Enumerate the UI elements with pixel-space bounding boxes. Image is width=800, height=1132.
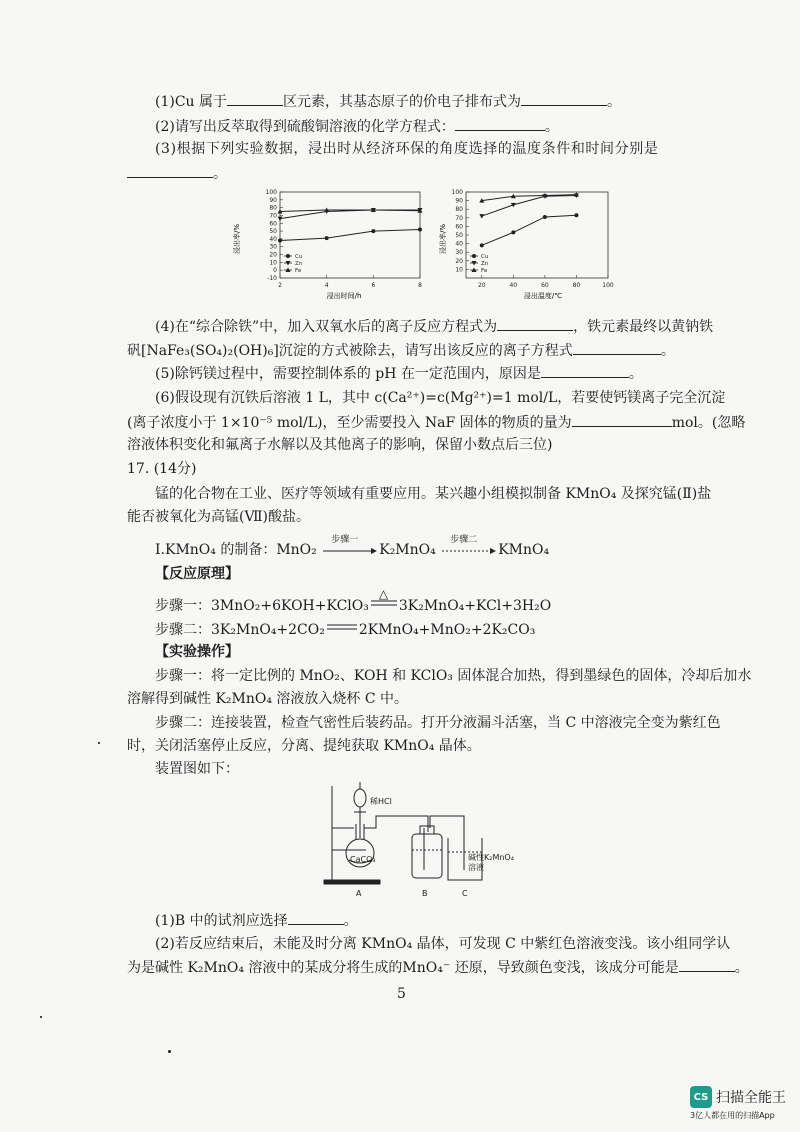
chart1-xtick: 4 <box>324 282 329 289</box>
chart1-ytick: 10 <box>269 259 277 267</box>
chart2-xtick: 80 <box>572 282 581 289</box>
chart2-xtick: 20 <box>477 282 486 289</box>
equation-step1: 步骤一：3MnO₂+6KOH+KClO₃ △ 3K₂MnO₄+KCl+3H₂O <box>155 587 552 614</box>
answer-blank[interactable] <box>497 316 573 331</box>
chart2-point-cu <box>574 213 578 217</box>
q16-part6: (6)假设现有沉铁后溶液 1 L，其中 c(Ca²⁺)=c(Mg²⁺)=1 mol/L，若要使钙镁离子完全沉淀 <box>155 390 726 406</box>
arrow-step1: 步骤一 <box>321 540 379 554</box>
label-b: B <box>422 889 428 898</box>
chart1-ytick: -10 <box>267 275 277 282</box>
q17-sub2-cont: 为是碱性 K₂MnO₄ 溶液中的某成分将生成的MnO₄⁻ 还原，导致颜色变浅，该成分可能是 。 <box>127 957 749 978</box>
chart2-legend-marker <box>472 254 476 258</box>
chart1-ytick: 30 <box>269 243 277 251</box>
apparatus-diagram <box>320 776 514 902</box>
chart1-ytick: 60 <box>269 220 277 228</box>
scanner-app-name: 扫描全能王 <box>716 1090 786 1106</box>
equation-step2: 步骤二：3K₂MnO₄+2CO₂ 2KMnO₄+MnO₂+2K₂CO₃ <box>155 622 536 638</box>
chart2-legend-label: Cu <box>481 254 489 260</box>
chart2-ytick: 40 <box>455 240 463 248</box>
chart1-legend-label: Fe <box>295 268 302 274</box>
chart1-point-cu <box>325 236 329 240</box>
chart1-ytick: 100 <box>265 189 277 196</box>
chart1-point-cu <box>278 238 282 242</box>
answer-blank[interactable] <box>572 412 672 427</box>
arrow-step2: 步骤二 <box>440 540 498 554</box>
chart2-ytick: 20 <box>455 257 463 265</box>
chart2-legend-label: Zn <box>481 261 489 267</box>
q16-part3: (3)根据下列实验数据，浸出时从经济环保的角度选择的温度条件和时间分别是 <box>155 141 659 157</box>
q16-part5: (5)除钙镁过程中，需要控制体系的 pH 在一定范围内，原因是 。 <box>155 363 643 384</box>
chart2-point-zn <box>479 214 484 219</box>
speck <box>98 742 100 744</box>
chart2-point-cu <box>511 230 515 234</box>
chart1-series <box>278 207 423 242</box>
chart1-xlabel: 浸出时间/h <box>326 292 362 300</box>
chart1-ytick: 0 <box>273 267 277 275</box>
chart1-series-cu <box>280 230 420 241</box>
stand-base <box>324 880 380 884</box>
answer-blank[interactable] <box>227 91 283 106</box>
tube-a-b <box>364 816 428 832</box>
q16-part6-cont: (离子浓度小于 1×10⁻⁵ mol/L)，至少需要投入 NaF 固体的物质的量为 mol。(忽略 <box>127 412 745 433</box>
chart-leaching-temperature <box>438 184 618 302</box>
chart2-xtick: 40 <box>509 282 518 289</box>
operation-step1-cont: 溶解得到碱性 K₂MnO₄ 溶液放入烧杯 C 中。 <box>127 691 409 707</box>
equals-heat: △ <box>378 587 389 601</box>
chart2-ytick: 100 <box>451 189 463 196</box>
equals-sign <box>325 620 359 634</box>
answer-blank[interactable] <box>455 116 545 131</box>
label-solution-2: 溶液 <box>468 863 484 872</box>
answer-blank[interactable] <box>521 91 607 106</box>
q16-part2: (2)请写出反萃取得到硫酸铜溶液的化学方程式： 。 <box>155 116 559 137</box>
operation-step1: 步骤一：将一定比例的 MnO₂、KOH 和 KClO₃ 固体混合加热，得到墨绿色的固体，冷却后加水 <box>155 668 752 684</box>
chart2-ylabel: 浸出率/% <box>439 223 447 255</box>
q17-sub1: (1)B 中的试剂应选择 。 <box>155 910 358 931</box>
q17-intro-cont: 能否被氧化为高锰(Ⅶ)酸盐。 <box>127 509 310 525</box>
chart1-ylabel: 浸出率/% <box>233 223 241 255</box>
chart2-point-cu <box>480 243 484 247</box>
chart1-legend-marker <box>286 254 290 258</box>
label-caco3: CaCO₃ <box>350 855 376 864</box>
operation-step2: 步骤二：连接装置，检查气密性后装药品。打开分液漏斗活塞，当 C 中溶液完全变为紫红色 <box>155 715 721 731</box>
chart1-xtick: 6 <box>371 282 376 289</box>
chart1-xtick: 2 <box>278 282 282 289</box>
q17-sub2: (2)若反应结束后，未能及时分离 KMnO₄ 晶体，可发现 C 中紫红色溶液变浅。该小组同学认 <box>155 936 731 952</box>
operation-step2-cont: 时，关闭活塞停止反应，分离、提纯获取 KMnO₄ 晶体。 <box>127 738 481 754</box>
chart1-ytick: 40 <box>269 235 277 243</box>
chart2-series-cu <box>482 215 577 245</box>
speck <box>168 1050 171 1053</box>
chart1-point-cu <box>371 229 375 233</box>
chart1-legend <box>284 254 303 274</box>
principle-heading: 【反应原理】 <box>155 566 239 582</box>
q17-intro: 锰的化合物在工业、医疗等领域有重要应用。某兴趣小组模拟制备 KMnO₄ 及探究锰(Ⅱ)盐 <box>155 486 712 502</box>
separatory-funnel <box>354 789 366 807</box>
bottle-b <box>412 834 442 878</box>
chart2-ytick: 90 <box>455 197 463 205</box>
label-hcl: 稀HCl <box>370 797 392 806</box>
operation-heading: 【实验操作】 <box>155 644 239 660</box>
scanner-slogan: 3亿人都在用的扫描App <box>690 1111 775 1120</box>
label-solution: 碱性K₂MnO₄ <box>468 853 514 862</box>
q17-synthesis-route: Ⅰ.KMnO₄ 的制备：MnO₂ 步骤一 K₂MnO₄ 步骤二 KMnO₄ <box>155 535 550 558</box>
chart2-point-cu <box>543 215 547 219</box>
q16-part4: (4)在“综合除铁”中，加入双氧水后的离子反应方程式为 ，铁元素最终以黄钠铁 <box>155 316 713 337</box>
chart1-ytick: 90 <box>269 196 277 204</box>
label-c: C <box>462 889 468 898</box>
label-a: A <box>356 889 362 898</box>
chart1-ytick: 50 <box>269 228 277 236</box>
page-number: 5 <box>397 986 406 1002</box>
chart2-ytick: 10 <box>455 266 463 274</box>
answer-blank[interactable] <box>127 163 213 178</box>
answer-blank[interactable] <box>541 363 629 378</box>
chart1-tick-labels <box>266 189 423 289</box>
q17-heading: 17. (14分) <box>127 461 197 477</box>
chart2-ytick: 30 <box>455 249 463 257</box>
chart1-legend-label: Cu <box>295 254 303 260</box>
chart2-series <box>479 192 579 247</box>
scanner-logo-icon: CS <box>690 1086 712 1108</box>
scanner-watermark <box>690 1086 786 1121</box>
chart2-legend <box>470 254 489 274</box>
chart2-ytick: 60 <box>455 223 463 231</box>
answer-blank[interactable] <box>288 910 344 925</box>
speck <box>40 1016 42 1018</box>
chart1-xtick: 8 <box>418 282 422 289</box>
chart1-ytick: 70 <box>269 212 277 220</box>
chart2-tick-labels <box>452 189 614 289</box>
chart1-point-cu <box>418 228 422 232</box>
q16-part1: (1)Cu 属于 区元素，其基态原子的价电子排布式为 。 <box>155 91 621 112</box>
chart2-ytick: 70 <box>455 214 463 222</box>
figure-label: 装置图如下： <box>155 761 239 777</box>
chart2-ytick: 80 <box>455 206 463 214</box>
chart2-xlabel: 浸出温度/℃ <box>523 292 563 300</box>
q16-part6-cont2: 溶液体积变化和氟离子水解以及其他离子的影响，保留小数点后三位) <box>127 437 553 453</box>
chart1-ytick: 80 <box>269 204 277 212</box>
chart1-point-zn <box>278 217 283 222</box>
answer-blank[interactable] <box>573 340 661 355</box>
chart2-xtick: 60 <box>541 282 549 289</box>
chart2-legend-label: Fe <box>481 268 488 274</box>
chart-leaching-time <box>232 184 432 302</box>
answer-blank[interactable] <box>679 957 735 972</box>
chart2-xtick: 100 <box>602 282 614 289</box>
q16-part3-answer: 。 <box>127 163 227 184</box>
chart1-ytick: 20 <box>269 251 277 259</box>
chart2-ytick: 50 <box>455 232 463 239</box>
chart1-legend-label: Zn <box>295 261 303 267</box>
q16-part4-cont: 矾[NaFe₃(SO₄)₂(OH)₆]沉淀的方式被除去，请写出该反应的离子方程式 。 <box>127 340 675 361</box>
tube-b-c <box>430 816 464 870</box>
